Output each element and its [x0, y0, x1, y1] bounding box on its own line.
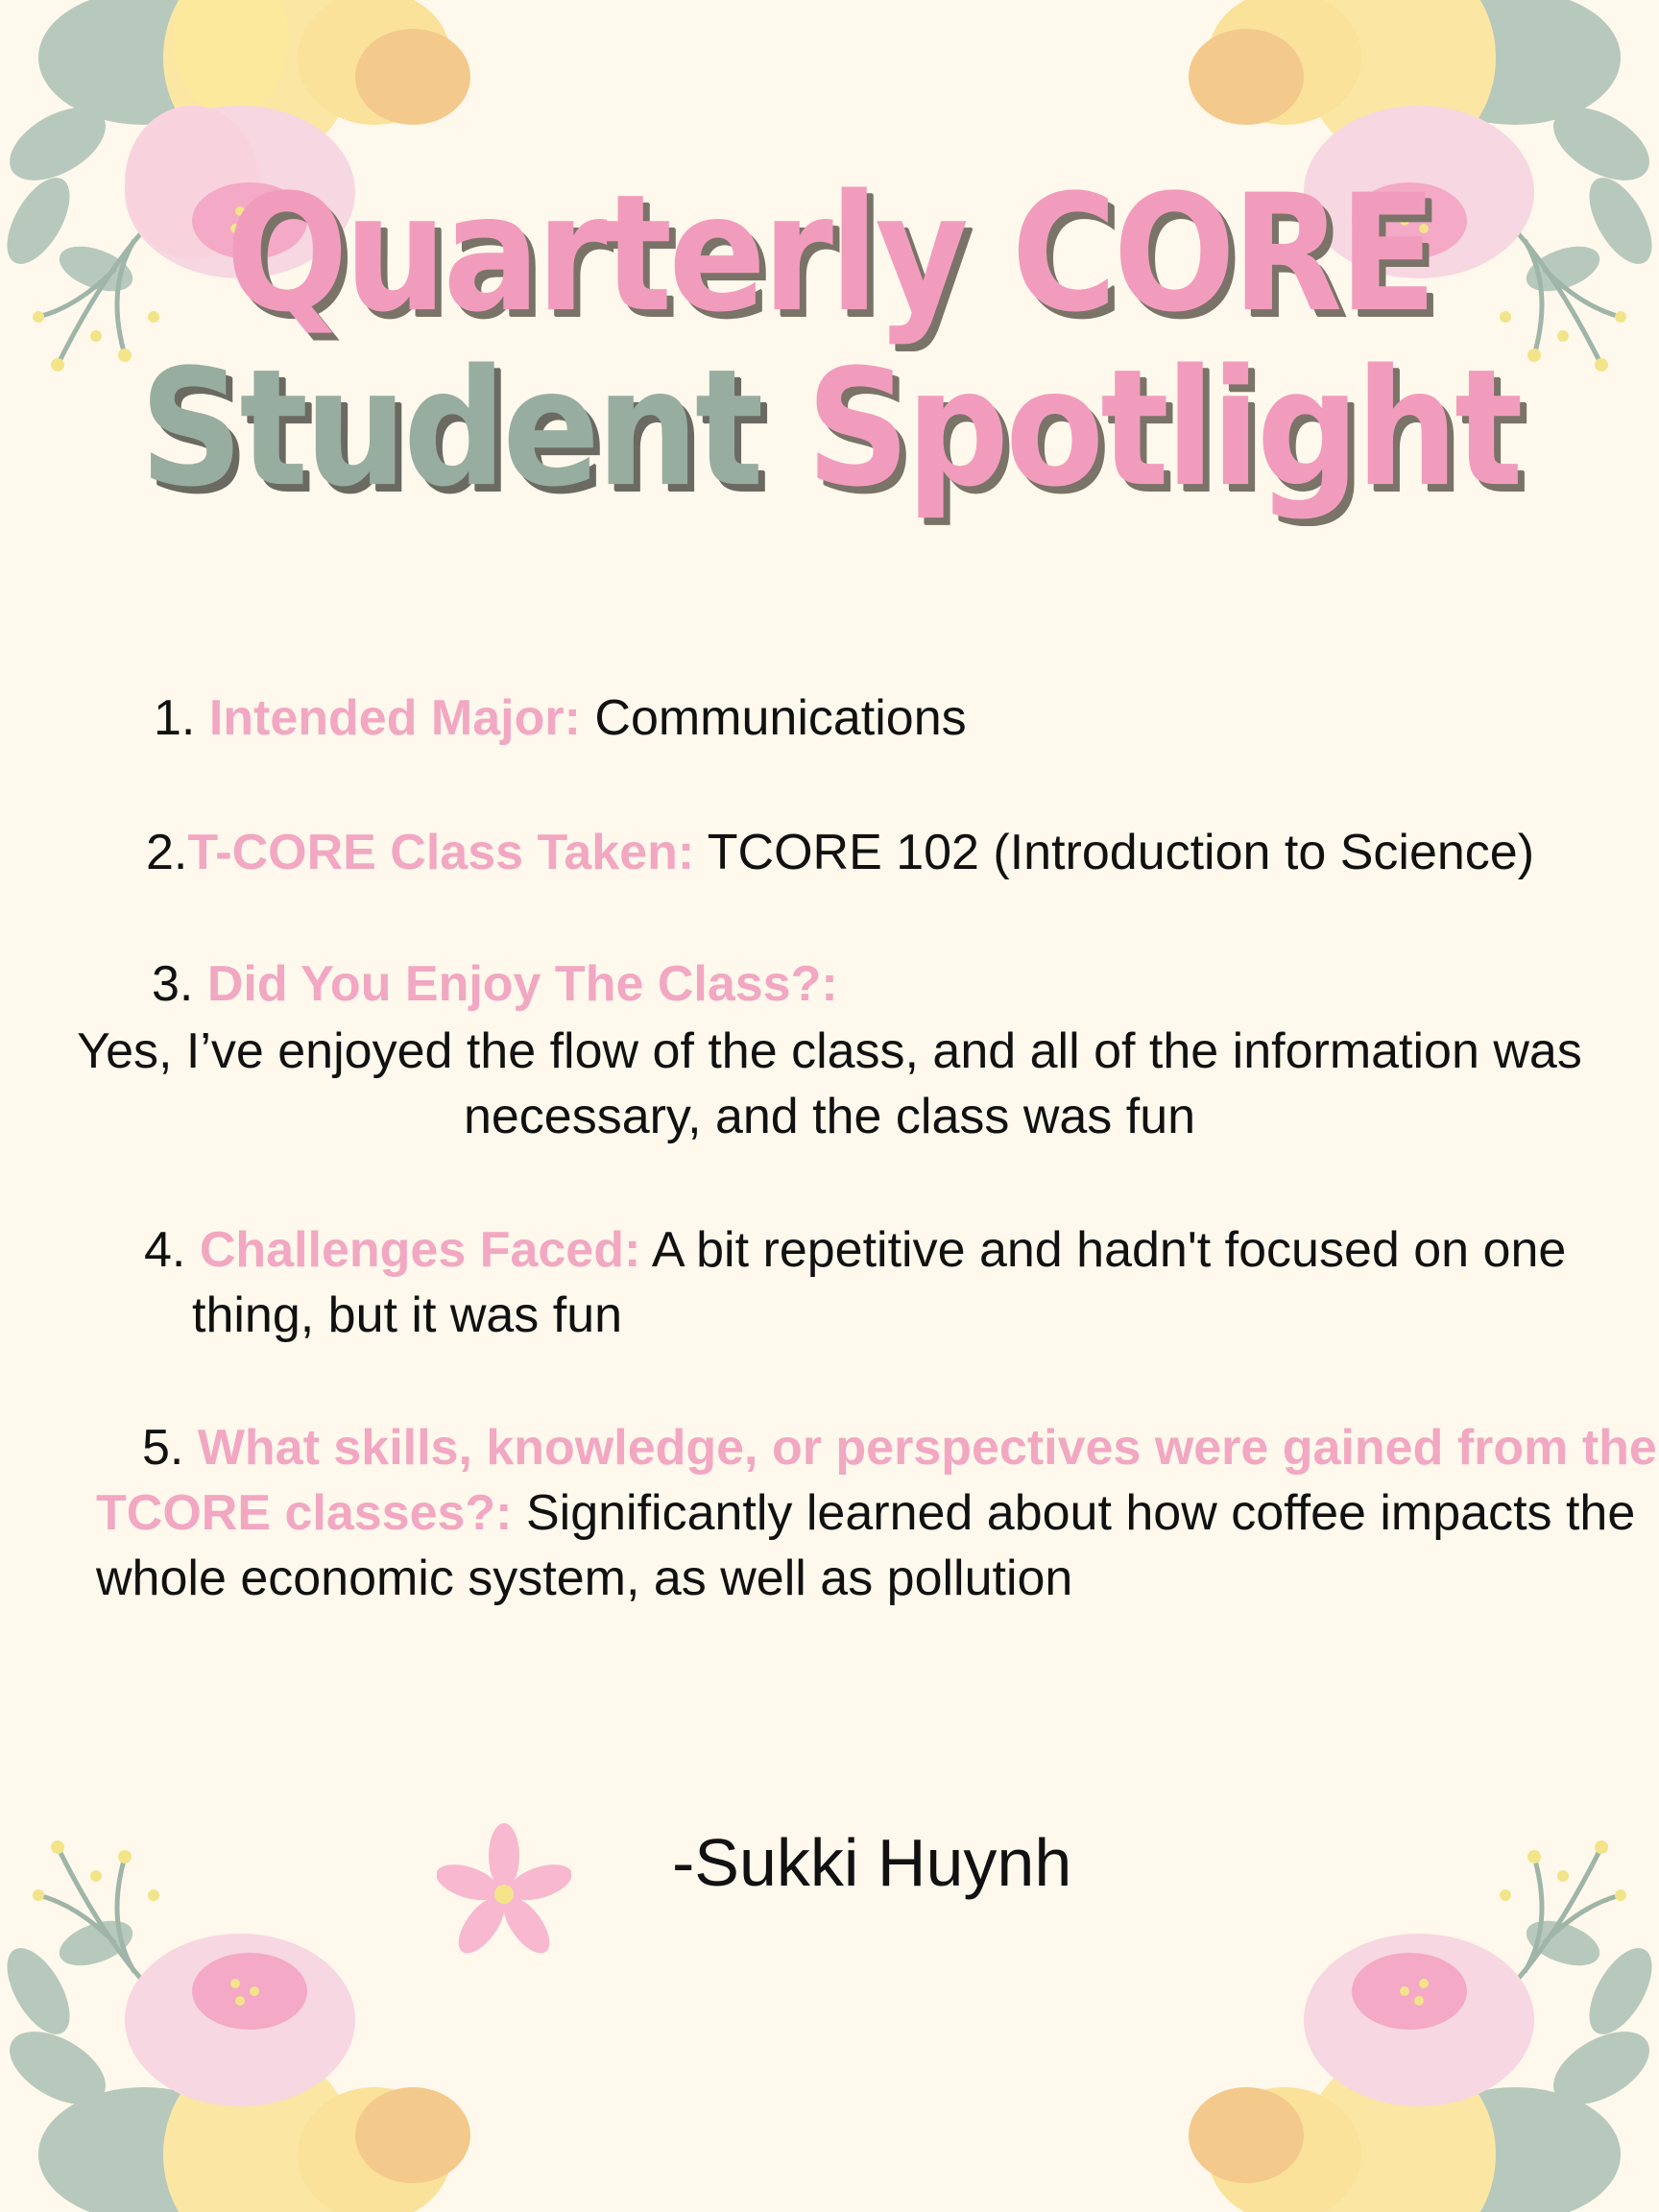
floral-corner-bottom-right — [1160, 1713, 1659, 2212]
item-number: 1. — [154, 690, 196, 746]
item-3-answer-line-2: necessary, and the class was fun — [463, 1089, 1196, 1144]
title-word-student: Student — [139, 335, 760, 523]
item-number: 2. — [146, 825, 188, 880]
item-4-answer-line-2: thing, but it was fun — [192, 1287, 623, 1343]
item-label: What skills, knowledge, or perspectives were gained from the — [197, 1420, 1657, 1476]
item-3-answer-line-1: Yes, I’ve enjoyed the flow of the class, and all of the information was — [77, 1023, 1582, 1079]
item-label: Intended Major: — [208, 690, 581, 746]
title-line-2 — [0, 336, 1659, 523]
title-word-spotlight: Spotlight — [805, 335, 1520, 523]
item-label: Did You Enjoy The Class?: — [206, 956, 838, 1012]
item-answer: A bit repetitive and hadn't focused on one — [651, 1222, 1567, 1278]
item-answer: Significantly learned about how coffee impacts the — [525, 1485, 1636, 1541]
floral-corner-bottom-left — [0, 1713, 499, 2212]
signature: -Sukki Huynh — [672, 1825, 1072, 1900]
list-item-1 — [154, 689, 967, 747]
list-item-5 — [142, 1419, 1657, 1477]
item-number: 5. — [142, 1420, 184, 1476]
item-answer: TCORE 102 (Introduction to Science) — [707, 825, 1535, 880]
item-label: T-CORE Class Taken: — [187, 825, 695, 880]
list-item-3-heading — [152, 955, 838, 1013]
list-item-2 — [146, 824, 1534, 881]
list-item-4 — [144, 1221, 1566, 1279]
item-number: 4. — [144, 1222, 186, 1278]
item-5-answer-line-2: whole economic system, as well as pollution — [96, 1551, 1073, 1606]
item-label-continued: TCORE classes?: — [96, 1485, 513, 1541]
item-number: 3. — [152, 956, 194, 1012]
pink-daisy-icon — [437, 1822, 571, 1966]
item-label: Challenges Faced: — [199, 1222, 641, 1278]
item-5-line-2 — [96, 1484, 1635, 1542]
item-answer: Communications — [594, 690, 967, 746]
title-line-1: Quarterly CORE — [226, 160, 1433, 349]
